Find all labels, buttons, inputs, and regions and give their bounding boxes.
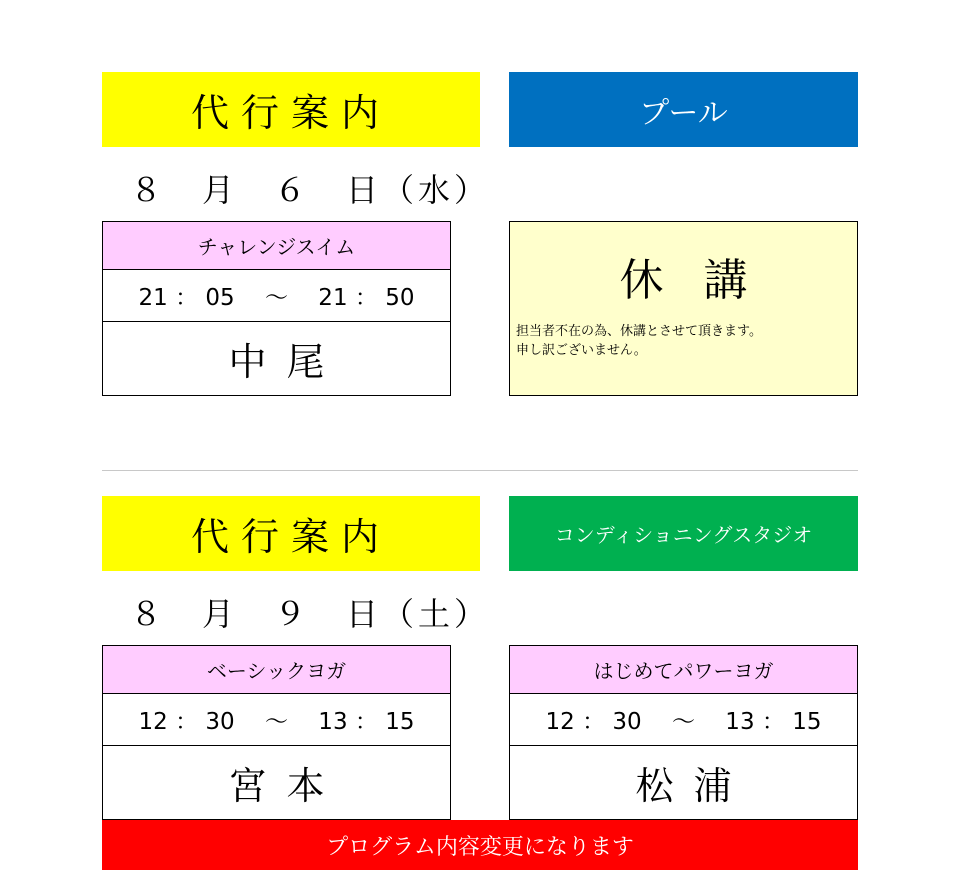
class-card-power-yoga [509, 645, 858, 820]
class-card-basic-yoga [102, 645, 451, 820]
instructor-name: 中尾 [228, 339, 345, 384]
class-name: はじめてパワーヨガ [510, 646, 857, 694]
cancellation-note-line-2: 申し訳ございません。 [516, 343, 647, 358]
cancellation-note-line-1: 担当者不在の為、休講とさせて頂きます。 [516, 324, 762, 339]
cancellation-card [509, 221, 858, 396]
class-time: 12 ： 30 ～ 13 ： 15 [103, 694, 450, 746]
class-card-challenge-swim [102, 221, 451, 396]
class-name: ベーシックヨガ [103, 646, 450, 694]
date-label-2: ８ 月 ９ 日（土） [130, 595, 491, 633]
program-change-notice: プログラム内容変更になります [102, 820, 858, 870]
cancellation-note [516, 322, 851, 360]
substitute-notice-banner-2: 代行案内 [102, 496, 480, 571]
substitute-notice-banner-1: 代行案内 [102, 72, 480, 147]
instructor-name: 宮本 [228, 763, 345, 808]
date-label-1: ８ 月 ６ 日（水） [130, 171, 491, 209]
section-divider [102, 470, 858, 471]
class-time: 21 ： 05 ～ 21 ： 50 [103, 270, 450, 322]
class-name: チャレンジスイム [103, 222, 450, 270]
venue-banner-pool: プール [509, 72, 858, 147]
cancellation-title: 休講 [619, 255, 788, 306]
class-time: 12 ： 30 ～ 13 ： 15 [510, 694, 857, 746]
venue-banner-conditioning-studio: コンディショニングスタジオ [509, 496, 858, 571]
instructor-name: 松浦 [635, 763, 752, 808]
